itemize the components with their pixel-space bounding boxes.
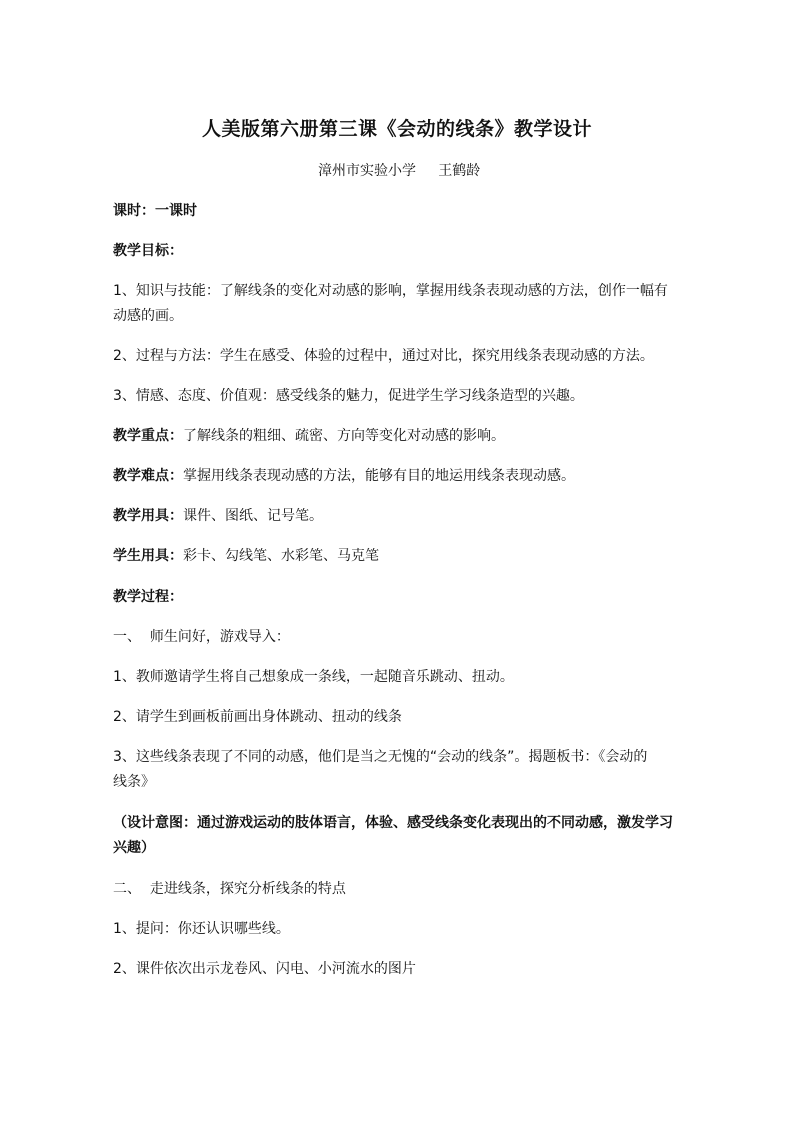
teacher-tools [113, 506, 683, 526]
objective-1-line2: 动感的画。 [113, 308, 183, 324]
process-heading: 教学过程： [113, 589, 183, 605]
key-point [113, 426, 683, 446]
teacher-tools-text: 课件、图纸、记号笔。 [183, 508, 323, 524]
objective-3: 3、情感、态度、价值观：感受线条的魅力，促进学生学习线条造型的兴趣。 [113, 388, 584, 404]
step-2-2: 2、课件依次出示龙卷风、闪电、小河流水的图片 [113, 961, 416, 977]
objectives-heading: 教学目标： [113, 243, 183, 259]
key-point-text: 了解线条的粗细、疏密、方向等变化对动感的影响。 [183, 428, 505, 444]
author-line: 漳州市实验小学 王鹤龄 [318, 163, 481, 179]
document-title: 人美版第六册第三课《会动的线条》教学设计 [201, 118, 592, 140]
student-tools-text: 彩卡、勾线笔、水彩笔、马克笔 [183, 548, 379, 564]
objective-2: 2、过程与方法：学生在感受、体验的过程中，通过对比，探究用线条表现动感的方法。 [113, 348, 654, 364]
objective-1-line1: 1、知识与技能：了解线条的变化对动感的影响，掌握用线条表现动感的方法，创作一幅有 [113, 283, 668, 299]
difficulty [113, 466, 683, 486]
key-point-label: 教学重点： [113, 428, 183, 444]
section-2-heading: 二、 走进线条，探究分析线条的特点 [113, 881, 346, 897]
section-1-heading: 一、 师生问好，游戏导入： [113, 629, 290, 645]
step-1-2: 2、请学生到画板前画出身体跳动、扭动的线条 [113, 709, 402, 725]
step-2-1: 1、提问：你还认识哪些线。 [113, 921, 290, 937]
step-1-1: 1、教师邀请学生将自己想象成一条线，一起随音乐跳动、扭动。 [113, 669, 514, 685]
step-1-3-line1: 3、这些线条表现了不同的动感，他们是当之无愧的“会动的线条”。揭题板书：《会动的 [113, 749, 648, 765]
step-1-3-line2: 线条》 [113, 774, 155, 790]
student-tools [113, 546, 683, 566]
difficulty-text: 掌握用线条表现动感的方法，能够有目的地运用线条表现动感。 [183, 468, 575, 484]
difficulty-label: 教学难点： [113, 468, 183, 484]
student-tools-label: 学生用具： [113, 548, 183, 564]
teacher-tools-label: 教学用具： [113, 508, 183, 524]
class-hours: 课时：一课时 [113, 203, 197, 219]
design-intent-line2: 兴趣） [113, 840, 155, 856]
design-intent-line1: （设计意图：通过游戏运动的肢体语言，体验、感受线条变化表现出的不同动感，激发学习 [113, 815, 673, 831]
